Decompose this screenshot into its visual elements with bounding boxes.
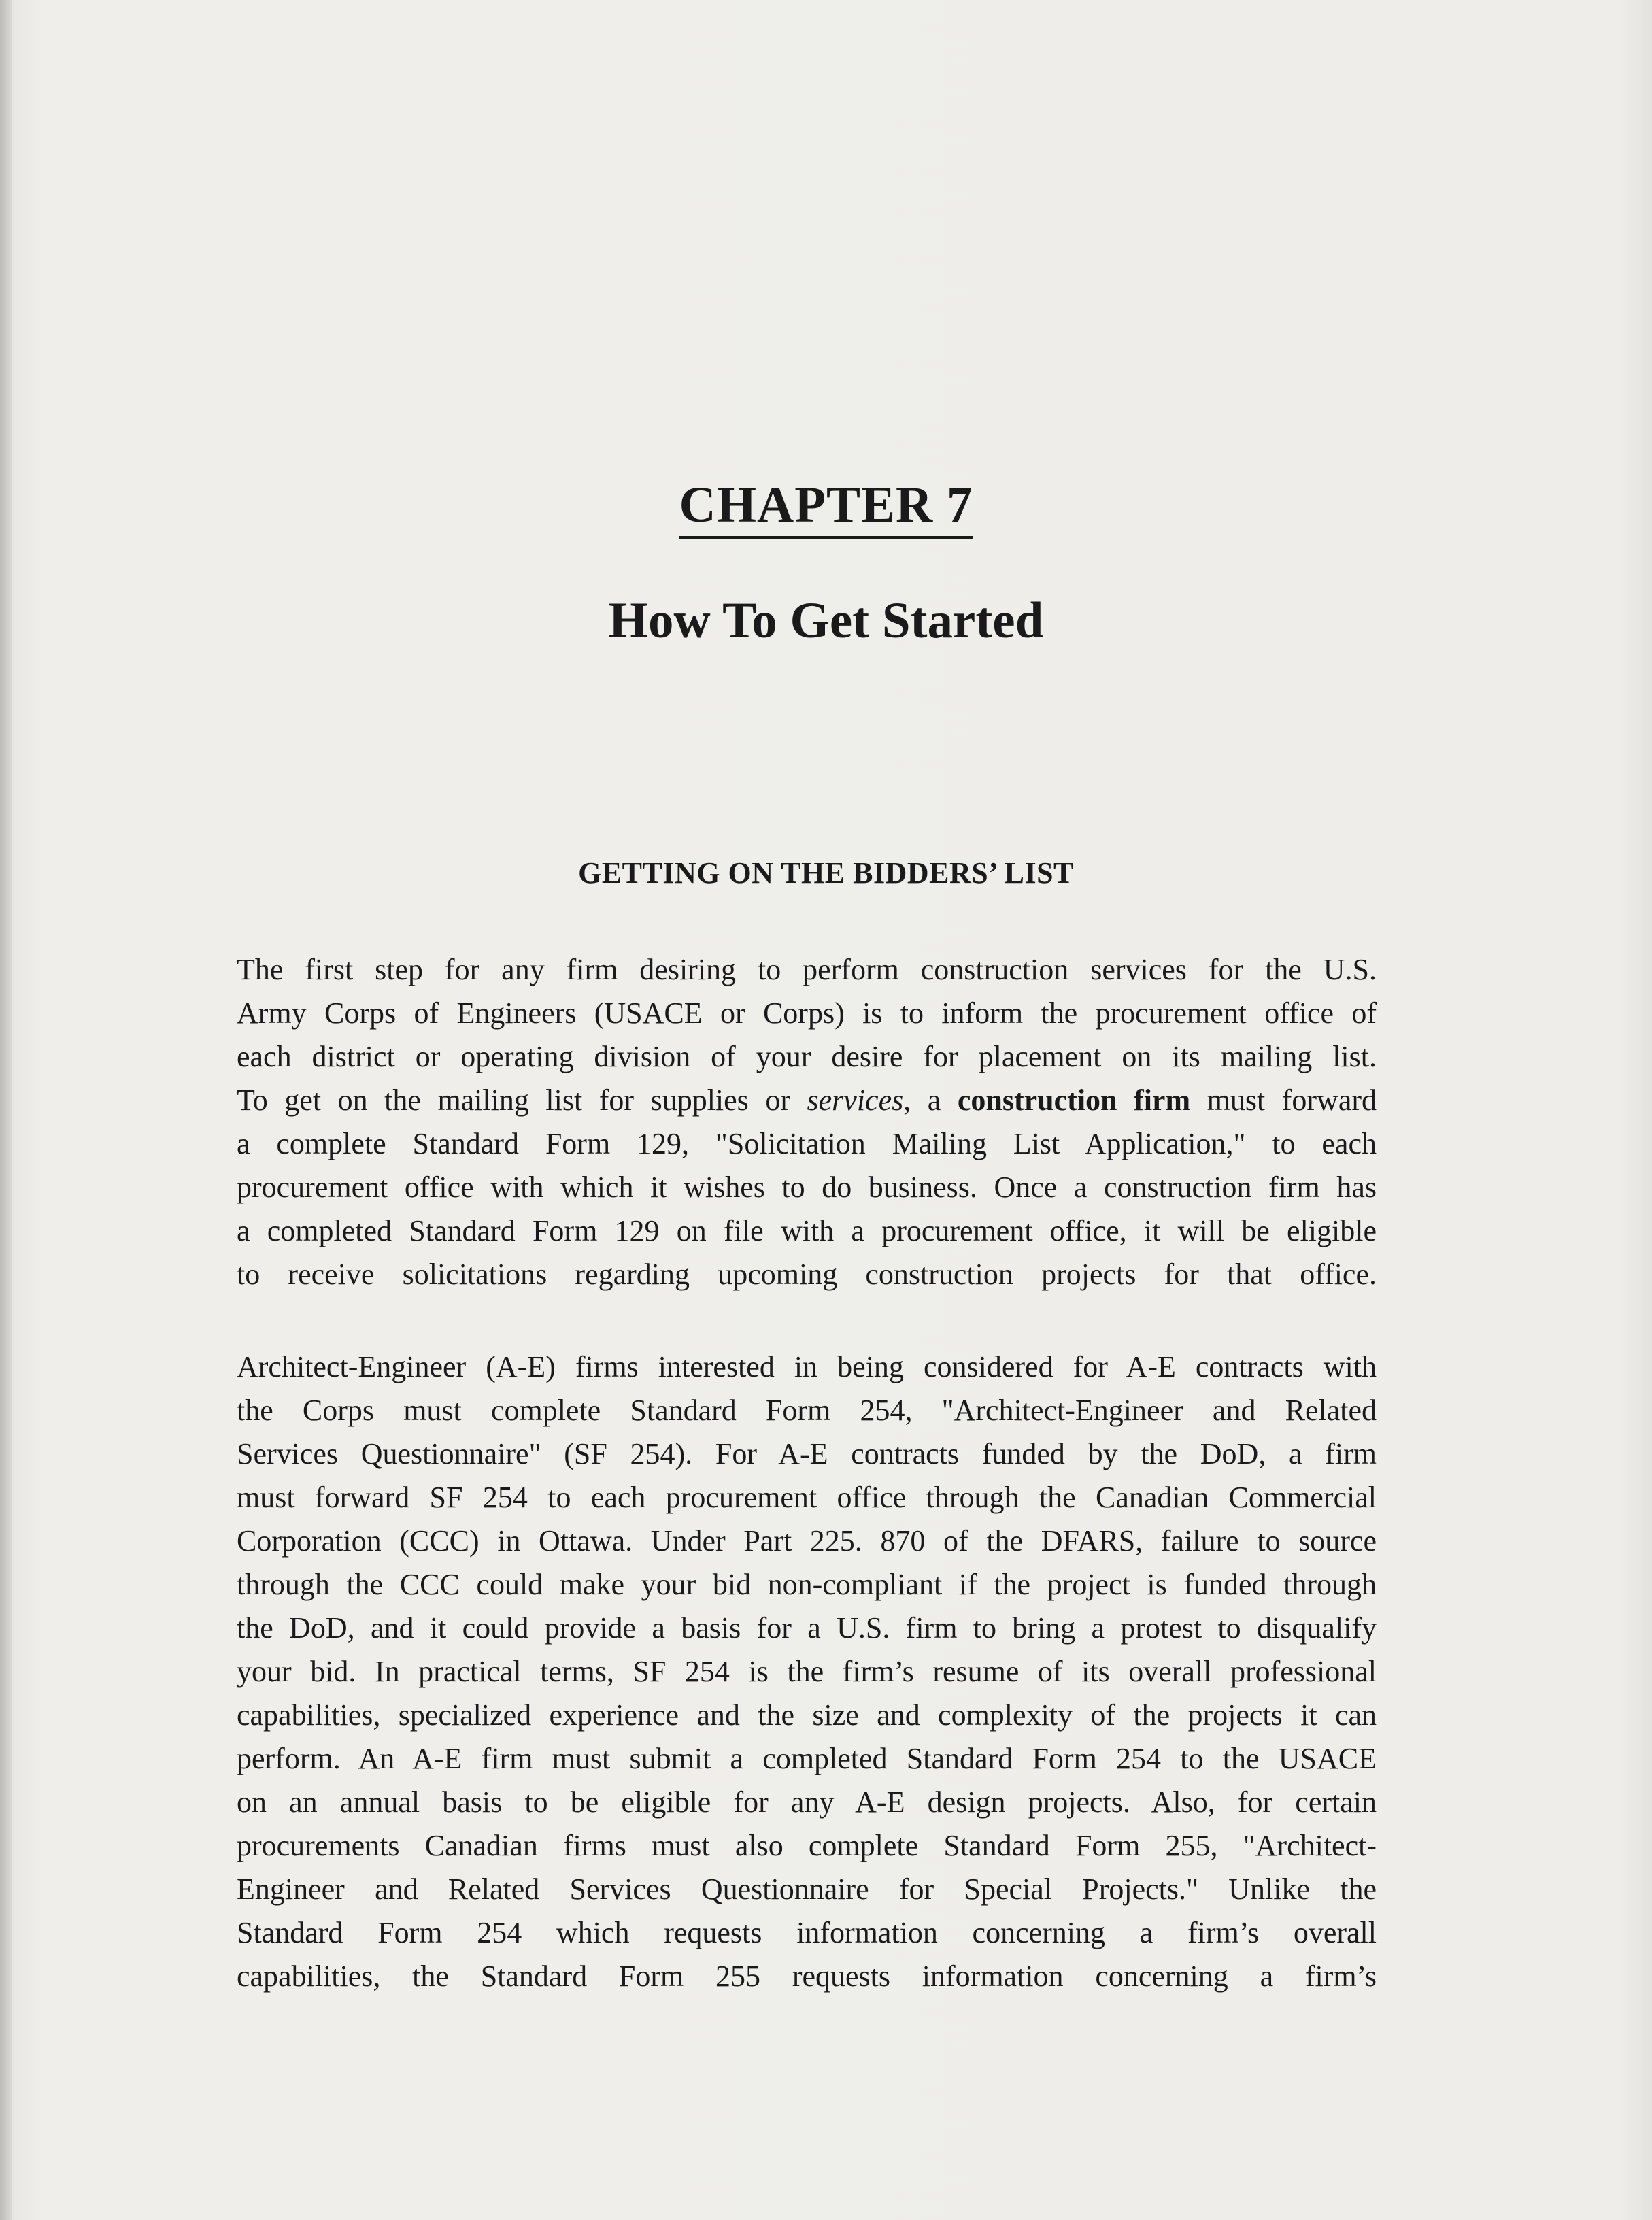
paragraph-2-line-3: Services Questionnaire" (SF 254). For A-E contracts funded by the DoD, a firm: [237, 1437, 1377, 1470]
bold-construction-firm: construction firm: [957, 1083, 1191, 1117]
chapter-title: How To Get Started: [608, 592, 1044, 649]
book-spine-shadow: [0, 0, 12, 2220]
paragraph-2-line-2: the Corps must complete Standard Form 254, "Architect-Engineer and Related: [237, 1394, 1377, 1427]
paragraph-2-line-15: capabilities, the Standard Form 255 requests information concerning a firm’s: [237, 1960, 1377, 1993]
paragraph-2-line-14: Standard Form 254 which requests information concerning a firm’s overall: [237, 1916, 1377, 1949]
paragraph-1-line-2: Army Corps of Engineers (USACE or Corps) is to inform the procurement office of: [237, 996, 1377, 1030]
paragraph-2-line-12: procurements Canadian firms must also complete Standard Form 255, "Architect-: [237, 1829, 1377, 1862]
paragraph-2-line-1: Architect-Engineer (A-E) firms interested in being considered for A-E contracts with: [237, 1350, 1377, 1383]
paragraph-2-line-7: the DoD, and it could provide a basis for a U.S. firm to bring a protest to disqualify: [237, 1611, 1377, 1645]
paragraph-2-line-10: perform. An A-E firm must submit a completed Standard Form 254 to the USACE: [237, 1742, 1377, 1775]
paragraph-2: [237, 1345, 1377, 1998]
paragraph-2-line-5: Corporation (CCC) in Ottawa. Under Part 225. 870 of the DFARS, failure to source: [237, 1524, 1377, 1558]
paragraph-2-line-11: on an annual basis to be eligible for any A-E design projects. Also, for certain: [237, 1785, 1377, 1819]
paragraph-1-line-8: to receive solicitations regarding upcoming construction projects for that office.: [237, 1258, 1377, 1291]
paragraph-2-line-6: through the CCC could make your bid non-compliant if the project is funded through: [237, 1568, 1377, 1601]
paragraph-2-line-4: must forward SF 254 to each procurement office through the Canadian Commercial: [237, 1481, 1377, 1514]
paragraph-2-line-8: your bid. In practical terms, SF 254 is the firm’s resume of its overall professional: [237, 1655, 1377, 1688]
italic-services: services: [807, 1083, 904, 1117]
chapter-number: CHAPTER 7: [0, 476, 1652, 535]
paragraph-2-line-13: Engineer and Related Services Questionnaire for Special Projects." Unlike the: [237, 1872, 1377, 1906]
paragraph-1-line-7: a completed Standard Form 129 on file with a procurement office, it will be eligible: [237, 1214, 1377, 1247]
section-heading: GETTING ON THE BIDDERS’ LIST: [578, 856, 1074, 890]
paragraph-1-line-5: a complete Standard Form 129, "Solicitation Mailing List Application," to each: [237, 1127, 1377, 1160]
paragraph-2-line-9: capabilities, specialized experience and the size and complexity of the projects it can: [237, 1698, 1377, 1732]
paragraph-1: [237, 948, 1377, 1296]
paragraph-1-line-4: To get on the mailing list for supplies or services, a construction firm must forward: [237, 1083, 1377, 1117]
paragraph-1-line-3: each district or operating division of your desire for placement on its mailing list.: [237, 1040, 1377, 1073]
paragraph-1-line-6: procurement office with which it wishes to do business. Once a construction firm has: [237, 1171, 1377, 1204]
paragraph-1-line-1: The first step for any firm desiring to perform construction services for the U.S.: [237, 953, 1377, 986]
